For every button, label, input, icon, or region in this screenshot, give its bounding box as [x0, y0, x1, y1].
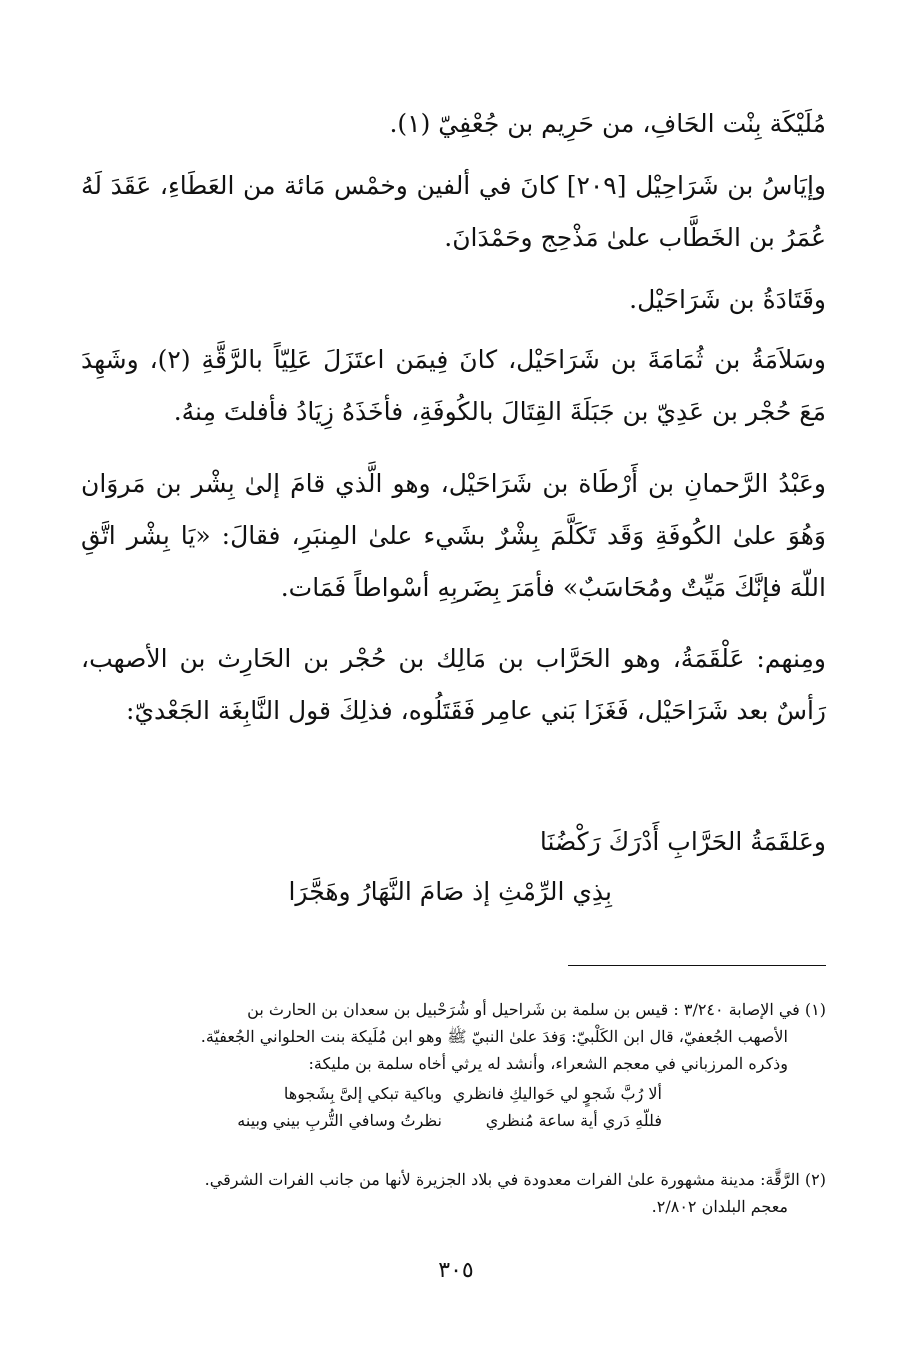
paragraph-salama: وسَلاَمَةُ بن ثُمَامَةَ بن شَرَاحَيْل، كانَ فِيمَن اعتَزَلَ عَلِيّاً بالرَّقَّةِ (٢)، وشَهِدَ مَعَ حُجْر بن عَدِيّ بن جَبَلَةَ القِتَالَ بالكُوفَةِ، فأخَذَهُ زِيَادُ فأفلتَ مِنهُ.: [81, 345, 827, 426]
footnote-2: [81, 1166, 826, 1220]
footnote-verse-1-right: وباكية تبكي إلىَّ بِشَجوها: [283, 1084, 442, 1103]
footnote-2-line-1: (٢) الرَّقَّة: مدينة مشهورة علىٰ الفرات معدودة في بلاد الجزيرة لأنها من جانب الفرات الشرقي.: [204, 1170, 826, 1189]
poem-hemistich-first: وعَلقَمَةُ الحَرَّابِ أَدْرَكَ رَكْضُنَا: [539, 827, 826, 856]
paragraph-abdulrahman: وعَبْدُ الرَّحمانِ بن أَرْطَاة بن شَرَاحَيْل، وهو الَّذي قامَ إلىٰ بِشْر بن مَروَان وَهُوَ علىٰ الكُوفَةِ وَقَد تَكَلَّمَ بِشْرٌ بشَيء علىٰ المِنبَرِ، فقالَ: «يَا بِشْر اتَّقِ اللّهَ فإنَّكَ مَيِّتٌ ومُحَاسَبٌ» فأمَرَ بِضَربِهِ أسْواطاً فَمَات.: [81, 469, 826, 602]
footnote-1-line-3: وذكره المرزباني في معجم الشعراء، وأنشد له يرثي أخاه سلمة بن مليكة:: [308, 1054, 788, 1073]
page-number: ٣٠٥: [438, 1258, 474, 1283]
footnote-1-line-1: (١) في الإصابة ٣/٢٤٠ : قيس بن سلمة بن شَراحيل أو شُرَحْبيل بن سعدان بن الحارث بن: [247, 1000, 826, 1019]
footnote-1-line-2: الأصهب الجُعفيّ، قال ابن الكَلْبيّ: وَفدَ علىٰ النبيّ ﷺ وهو ابن مُلَيكة بنت الحلواني الجُعفيّة.: [200, 1027, 788, 1046]
footnote-verse-2-left: فللّهِ دَري أية ساعة مُنظري: [485, 1111, 662, 1130]
paragraph-iyas: وإيَاسُ بن شَرَاحِيْل [٢٠٩] كانَ في ألفين وخمْس مَائة من العَطَاءِ، عَقَدَ لَهُ عُمَرُ بن الخَطَّاب علىٰ مَذْحِج وحَمْدَانَ.: [81, 171, 826, 252]
footnote-verse-1-left: ألا رُبَّ شَجوٍ لي حَواليكِ فانظري: [452, 1084, 662, 1103]
poem-hemistich-second: بِذِي الرِّمْثِ إذ صَامَ النَّهَارُ وهَجَّرَا: [288, 877, 612, 906]
paragraph-alqama: ومِنهم: عَلْقَمَةُ، وهو الحَرَّاب بن مَالِك بن حُجْر بن الحَارِث بن الأصهب، رَأسٌ بعد شَرَاحَيْل، فَغَزَا بَني عامِر فَقَتَلُوه، فذلِكَ قول النَّابِغَة الجَعْديّ:: [81, 644, 826, 725]
paragraph-qatada: وقَتَادَةُ بن شَرَاحَيْل.: [629, 285, 826, 314]
footnote-1: [81, 996, 826, 1077]
footnote-2-line-2: معجم البلدان ٢/٨٠٢.: [651, 1197, 788, 1216]
paragraph-mulaika: مُلَيْكَة بِنْت الحَافِ، من حَرِيم بن جُعْفِيّ (١).: [389, 109, 826, 138]
footnote-verse-2-right: نظرتُ وسافي التُّربِ بيني وبينه: [237, 1111, 442, 1130]
footnote-separator: [568, 965, 826, 966]
